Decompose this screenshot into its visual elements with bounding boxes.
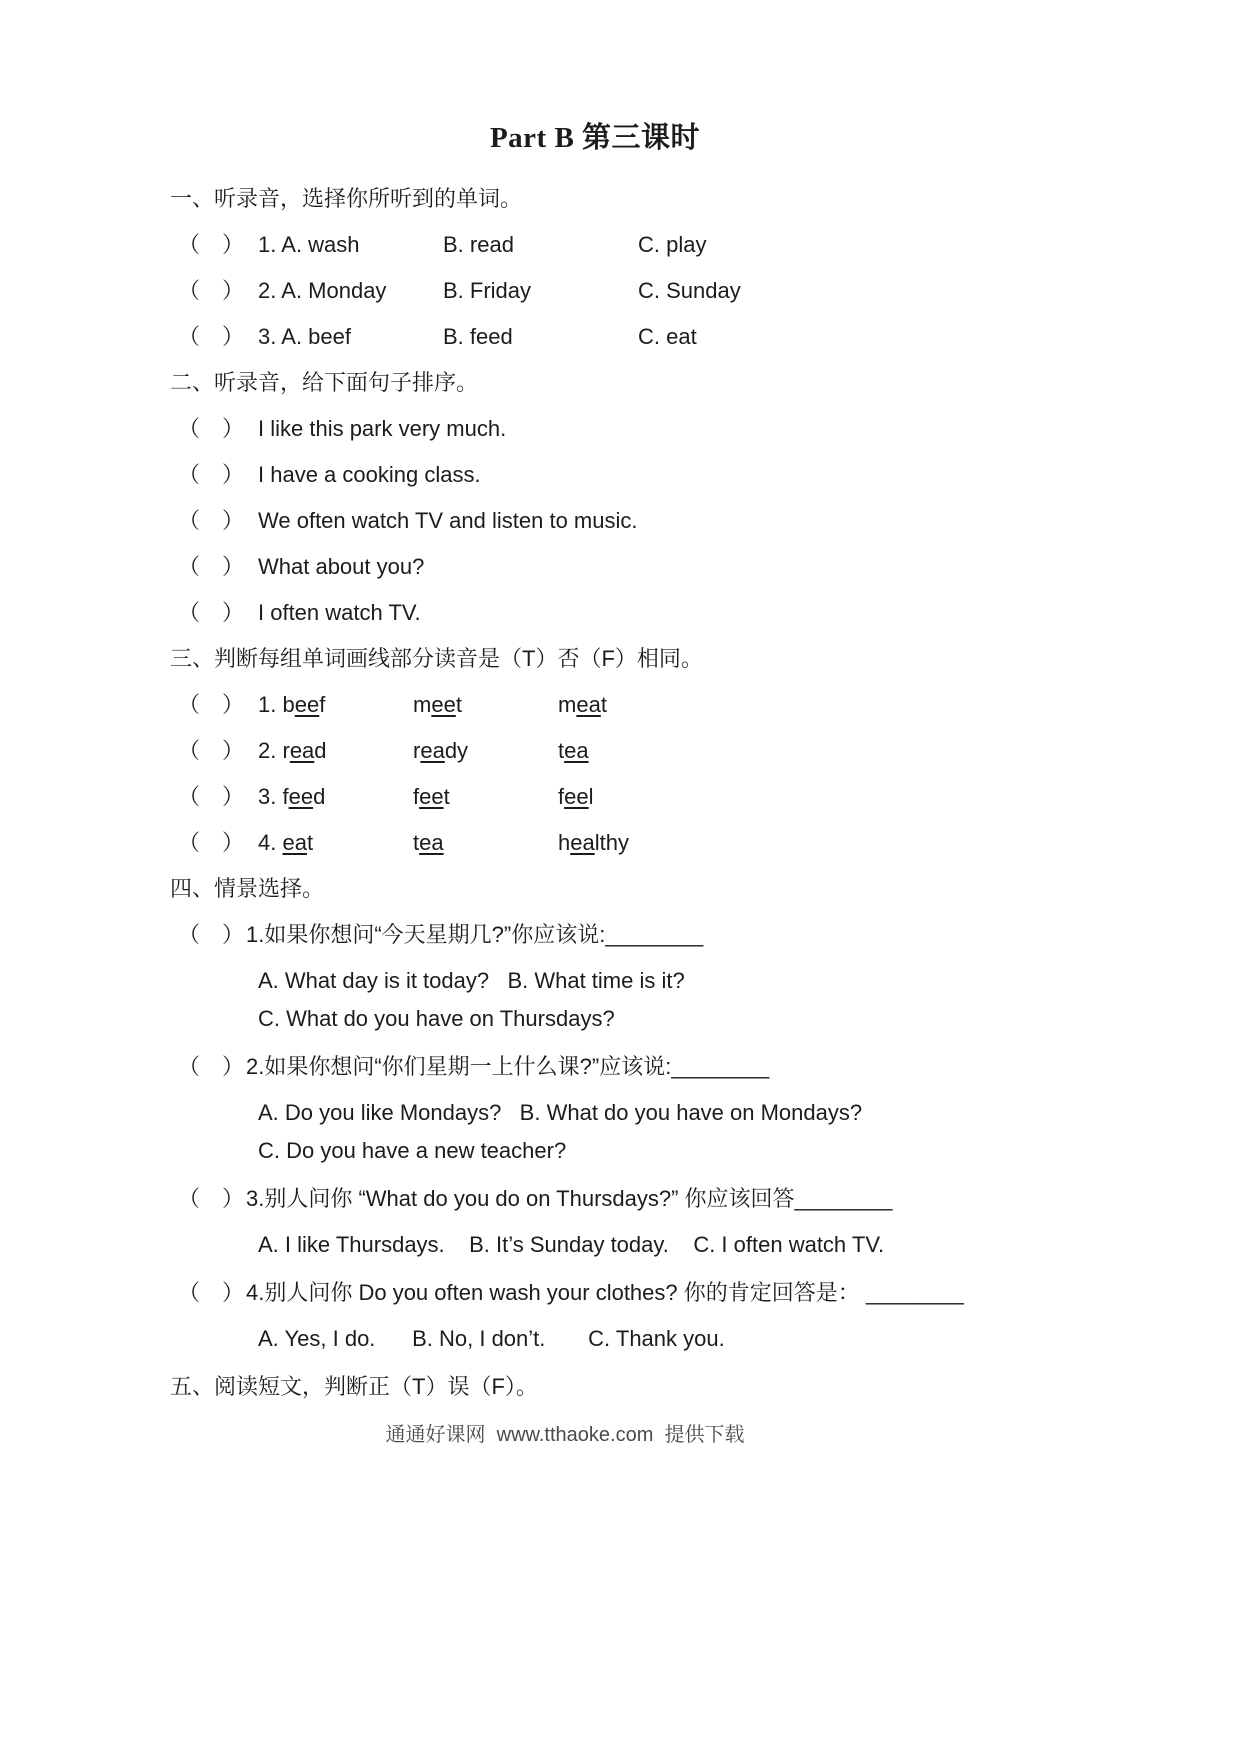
option-line: C. Do you have a new teacher?: [258, 1138, 567, 1163]
word-part: d: [313, 784, 326, 809]
option-b: B. feed: [443, 324, 513, 349]
underlined-letters: ee: [419, 784, 444, 809]
question-block: [170, 1278, 1130, 1354]
word-part: t: [558, 738, 565, 763]
answer-bracket: （ ）: [178, 692, 245, 717]
word-part: l: [588, 784, 594, 809]
option-line: A. Do you like Mondays? B. What do you have on Mondays?: [258, 1100, 863, 1125]
word-part: t: [413, 830, 420, 855]
underlined-letters: ee: [288, 784, 314, 809]
word-part: m: [558, 692, 577, 717]
answer-bracket: （ ）: [178, 738, 245, 763]
underlined-letters: ea: [419, 830, 444, 855]
word-part: d: [314, 738, 327, 763]
section-listening-order: [170, 368, 1130, 628]
section-heading: 五、阅读短文，判断正（T）误（F）。: [170, 1374, 538, 1399]
word-part: f: [319, 692, 326, 717]
section-reading: [170, 1372, 1130, 1402]
option-a: A. Monday: [281, 278, 387, 303]
word-part: t: [443, 784, 450, 809]
answer-bracket: （ ）: [178, 1186, 245, 1211]
underlined-letters: ea: [564, 738, 589, 763]
word-cell: [258, 736, 413, 766]
sentence-row: [170, 552, 1130, 582]
section-heading: 二、听录音，给下面句子排序。: [170, 370, 479, 395]
option-a-cell: [258, 322, 443, 352]
section-pronunciation: [170, 644, 1130, 858]
section-heading: 四、情景选择。: [170, 876, 325, 901]
option-a: A. wash: [281, 232, 360, 257]
question-block: [170, 1184, 1130, 1260]
answer-bracket: （ ）: [178, 416, 245, 441]
word-row: [170, 690, 1130, 720]
underlined-letters: ee: [564, 784, 589, 809]
question-number: 3.: [258, 784, 277, 809]
word-cell: [258, 828, 413, 858]
question-number: 2.: [258, 738, 277, 763]
question-block: [170, 1052, 1130, 1166]
sentence: I often watch TV.: [258, 600, 421, 625]
question-number: 1.: [258, 692, 277, 717]
option-b: B. Friday: [443, 278, 532, 303]
answer-bracket: （ ）: [178, 554, 245, 579]
option-line: A. I like Thursdays. B. It’s Sunday today. C. I often watch TV.: [258, 1232, 885, 1257]
word-row: [170, 736, 1130, 766]
word: [282, 692, 325, 717]
word-part: t: [306, 830, 314, 855]
question-stem: 2.如果你想问“你们星期一上什么课?”应该说:________: [246, 1054, 770, 1079]
word-part: t: [600, 692, 607, 717]
answer-bracket: （ ）: [178, 784, 245, 809]
question-row: [170, 920, 1130, 950]
word-row: [170, 782, 1130, 812]
option-a-cell: [258, 276, 443, 306]
question-stem: 3.别人问你 “What do you do on Thursdays?” 你应该回答________: [246, 1186, 893, 1211]
word-part: m: [413, 692, 432, 717]
answer-bracket: （ ）: [178, 830, 245, 855]
word-row: [170, 828, 1130, 858]
question-row: [170, 1052, 1130, 1082]
word-cell: [258, 782, 413, 812]
option-b: B. read: [443, 232, 514, 257]
word: [558, 690, 1130, 720]
question-block: [170, 920, 1130, 1034]
word-part: f: [558, 784, 565, 809]
question-stem: 4.别人问你 Do you often wash your clothes? 你的肯定回答是： ________: [246, 1280, 964, 1305]
underlined-letters: ea: [576, 692, 601, 717]
option-line: A. Yes, I do. B. No, I don’t. C. Thank you.: [258, 1326, 725, 1351]
underlined-letters: ea: [282, 830, 307, 855]
section-heading: 一、听录音，选择你所听到的单词。: [170, 186, 523, 211]
word-part: f: [413, 784, 420, 809]
section-heading: 三、判断每组单词画线部分读音是（T）否（F）相同。: [170, 646, 703, 671]
word: [558, 782, 1130, 812]
question-row: [170, 1184, 1130, 1214]
answer-bracket: （ ）: [178, 600, 245, 625]
word-part: r: [282, 738, 290, 763]
word-part: dy: [444, 738, 469, 763]
section-listening-words: [170, 184, 1130, 352]
answer-bracket: （ ）: [178, 1054, 245, 1079]
page-footer: 通通好课网 www.tthaoke.com 提供下载: [385, 1424, 745, 1446]
word: [413, 782, 558, 812]
sentence-row: [170, 414, 1130, 444]
question-number: 4.: [258, 830, 277, 855]
word-part: lthy: [594, 830, 629, 855]
section-situational-choice: [170, 874, 1130, 1354]
answer-bracket: （ ）: [178, 324, 245, 349]
answer-bracket: （ ）: [178, 922, 245, 947]
answer-bracket: （ ）: [178, 232, 245, 257]
answer-bracket: （ ）: [178, 462, 245, 487]
answer-bracket: （ ）: [178, 278, 245, 303]
sentence-row: [170, 506, 1130, 536]
option-c: C. eat: [638, 324, 697, 349]
answer-bracket: （ ）: [178, 1280, 245, 1305]
underlined-letters: ea: [420, 738, 445, 763]
sentence: We often watch TV and listen to music.: [258, 508, 638, 533]
option-line: A. What day is it today? B. What time is it?: [258, 968, 685, 993]
question-number: 1.: [258, 232, 277, 257]
word: [558, 736, 1130, 766]
word-part: r: [413, 738, 421, 763]
question-row: [170, 276, 1130, 306]
option-c: C. Sunday: [638, 278, 741, 303]
option-line: C. What do you have on Thursdays?: [258, 1006, 615, 1031]
word: [413, 736, 558, 766]
word-part: h: [558, 830, 571, 855]
sentence-row: [170, 460, 1130, 490]
option-a: A. beef: [281, 324, 351, 349]
underlined-letters: ee: [294, 692, 320, 717]
word-part: t: [455, 692, 462, 717]
option-a-cell: [258, 230, 443, 260]
word: [282, 830, 313, 855]
word-part: b: [282, 692, 295, 717]
word: [413, 828, 558, 858]
question-stem: 1.如果你想问“今天星期几?”你应该说:________: [246, 922, 704, 947]
word: [558, 828, 1130, 858]
underlined-letters: ea: [570, 830, 595, 855]
page-title: Part B 第三课时: [489, 122, 701, 154]
sentence: I have a cooking class.: [258, 462, 481, 487]
question-row: [170, 1278, 1130, 1308]
answer-bracket: （ ）: [178, 508, 245, 533]
sentence-row: [170, 598, 1130, 628]
question-number: 3.: [258, 324, 277, 349]
option-c: C. play: [638, 232, 707, 257]
word-cell: [258, 690, 413, 720]
word: [282, 738, 326, 763]
word: [282, 784, 325, 809]
underlined-letters: ee: [431, 692, 456, 717]
word: [413, 690, 558, 720]
question-row: [170, 322, 1130, 352]
sentence: What about you?: [258, 554, 425, 579]
question-number: 2.: [258, 278, 277, 303]
sentence: I like this park very much.: [258, 416, 507, 441]
word-part: f: [282, 784, 289, 809]
underlined-letters: ea: [289, 738, 315, 763]
question-row: [170, 230, 1130, 260]
